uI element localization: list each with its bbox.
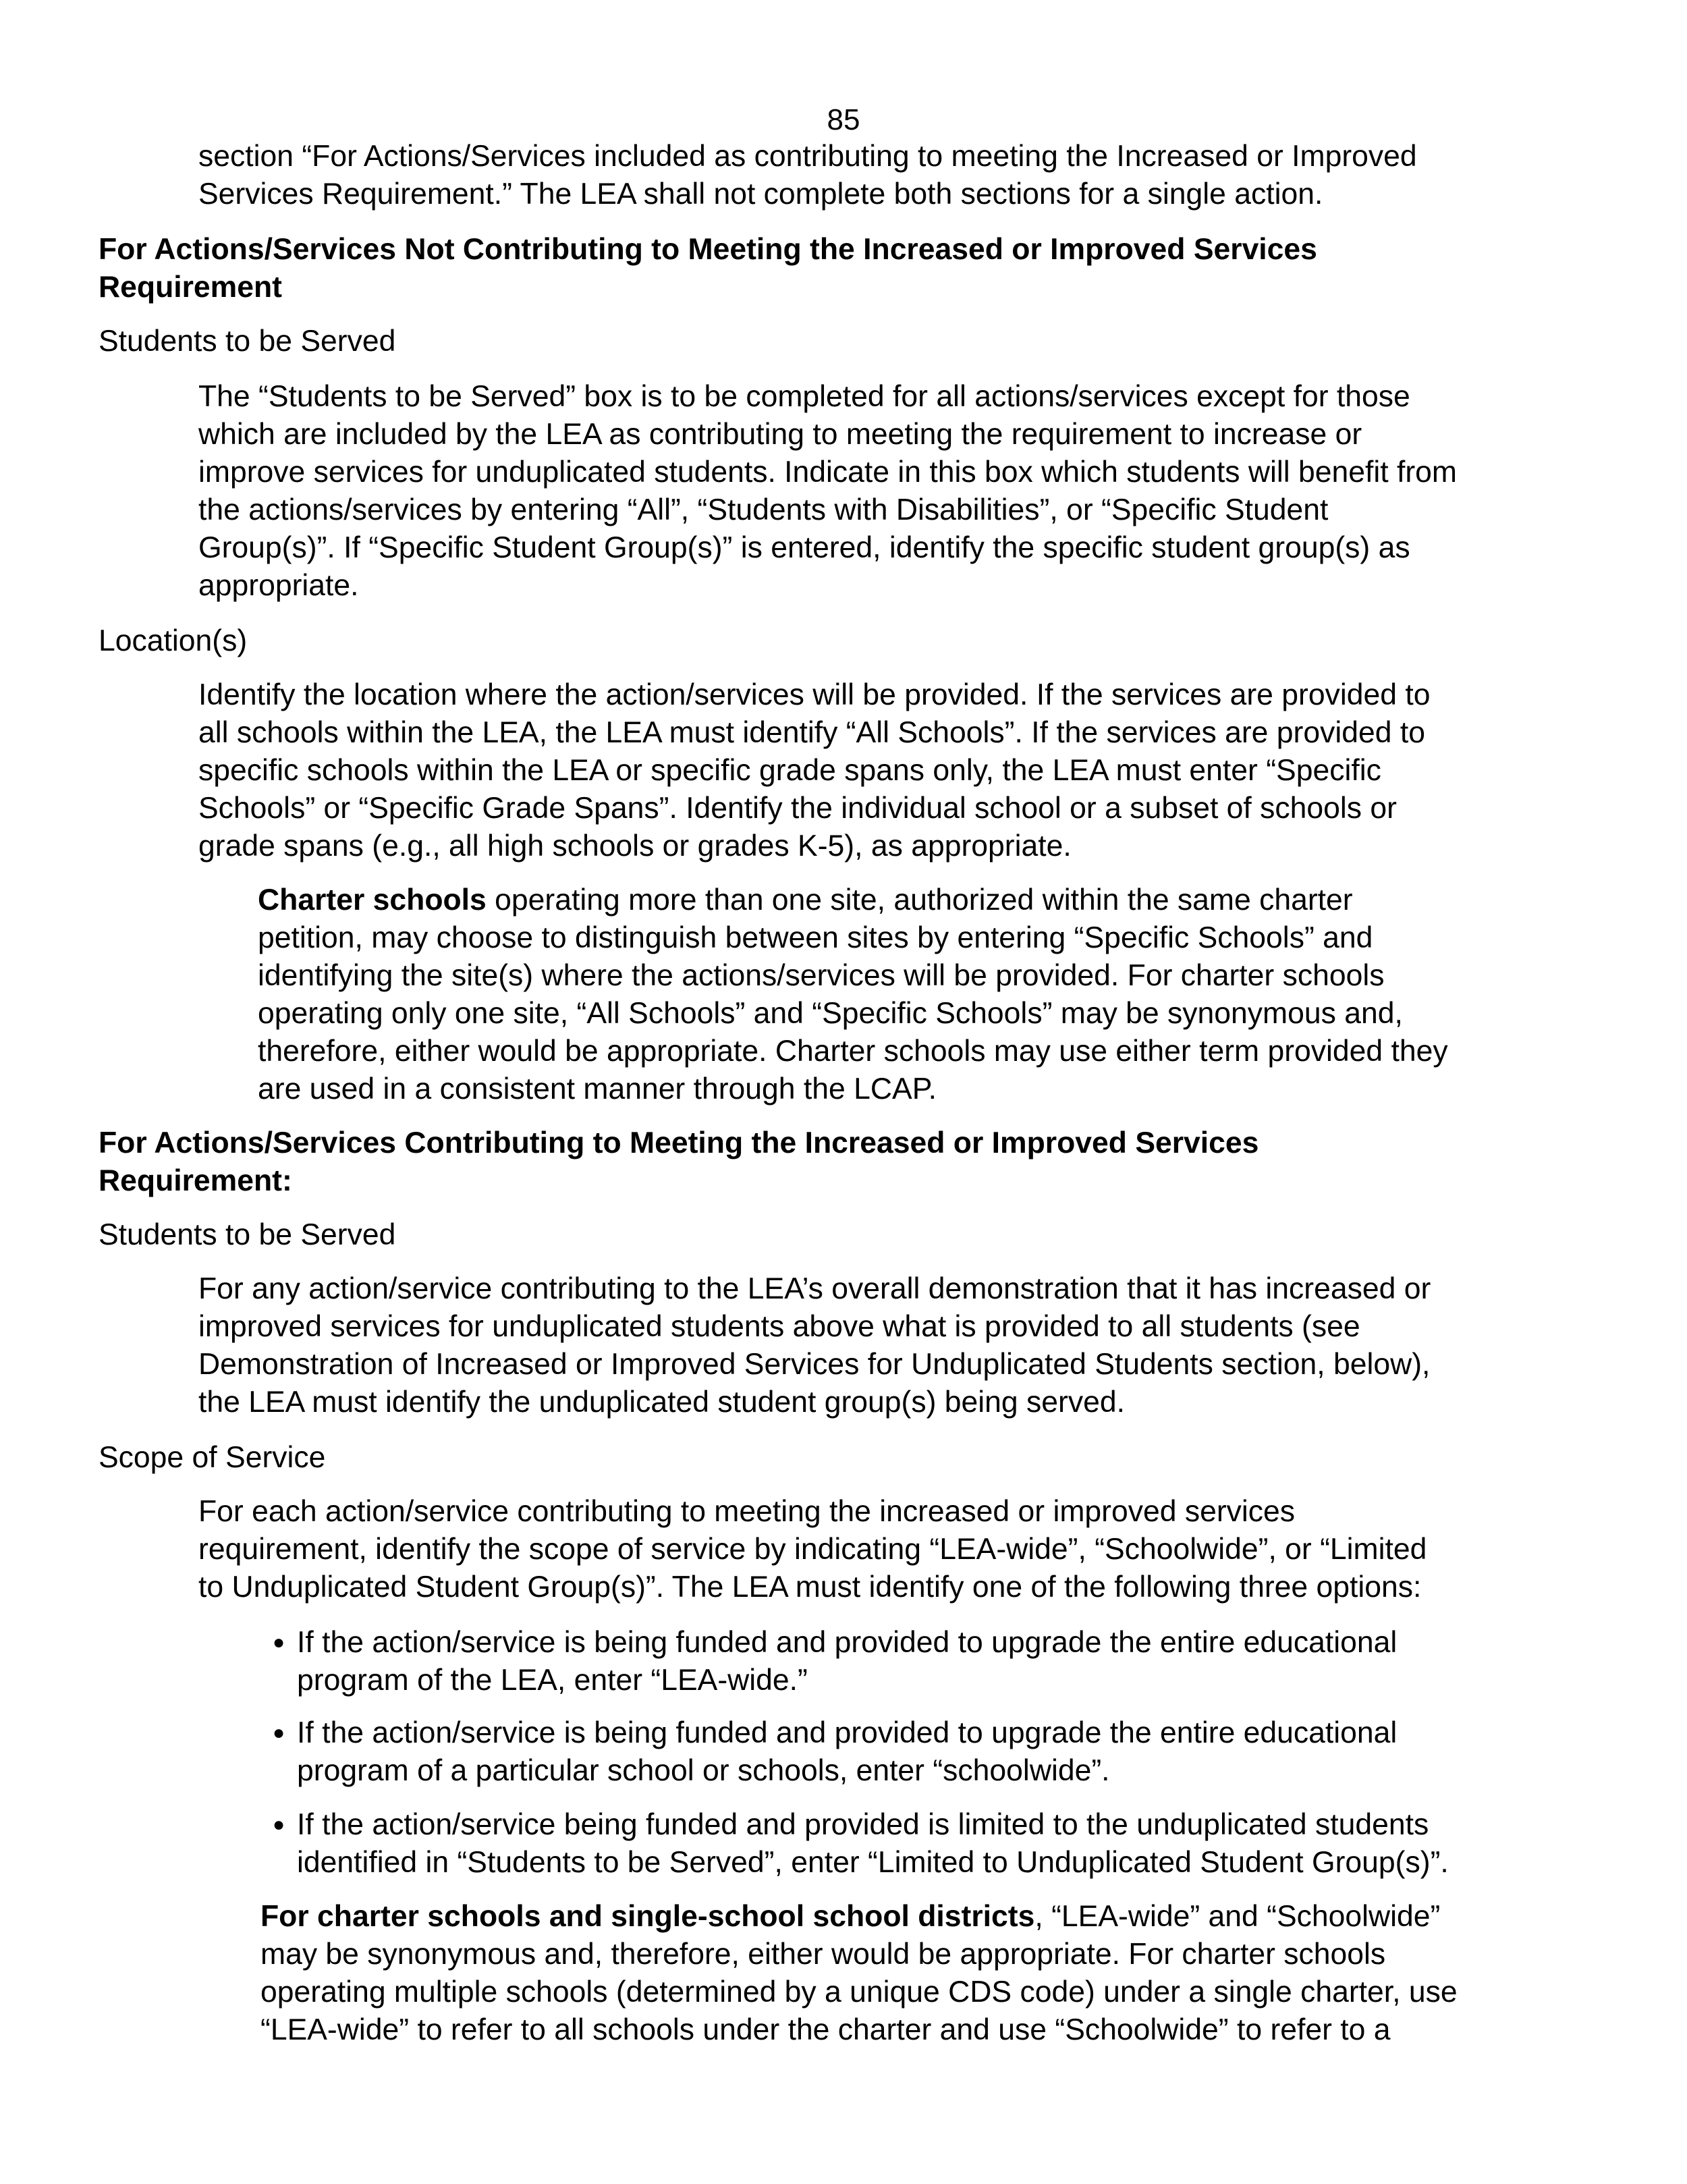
heading-line: Requirement [99, 271, 282, 304]
text-line: identifying the site(s) where the actions/services will be provided. For charter schools [258, 959, 1385, 992]
text-line: specific schools within the LEA or specific grade spans only, the LEA must enter “Specific [198, 754, 1381, 787]
text-line: section “For Actions/Services included as contributing to meeting the Increased or Improved [198, 140, 1417, 173]
text-line: For any action/service contributing to the LEA’s overall demonstration that it has increased or [198, 1272, 1431, 1305]
text-line: appropriate. [198, 569, 359, 602]
text-line: improved services for unduplicated students above what is provided to all students (see [198, 1310, 1360, 1343]
text-line: are used in a consistent manner through the LCAP. [258, 1072, 937, 1105]
subheading-locations: Location(s) [99, 624, 248, 657]
text-line: to Unduplicated Student Group(s)”. The LEA must identify one of the following three options: [198, 1571, 1422, 1604]
charter-schools-single-school-note [260, 1898, 1458, 2049]
list-item [297, 1714, 1397, 1790]
text-line [260, 1898, 1458, 1936]
text-line: which are included by the LEA as contributing to meeting the requirement to increase or [198, 418, 1362, 451]
bullet-icon: ● [273, 1813, 285, 1836]
section-heading-contributing [99, 1124, 1259, 1200]
text-line: If the action/service is being funded and provided to upgrade the entire educational [297, 1626, 1398, 1659]
text-run: operating more than one site, authorized within the same charter [486, 883, 1353, 917]
subheading-scope-of-service: Scope of Service [99, 1441, 326, 1474]
intro-paragraph [198, 138, 1417, 213]
text-line: operating only one site, “All Schools” and “Specific Schools” may be synonymous and, [258, 997, 1403, 1030]
text-line: program of the LEA, enter “LEA-wide.” [297, 1664, 808, 1697]
text-line: If the action/service being funded and provided is limited to the unduplicated students [297, 1808, 1429, 1841]
text-line: identified in “Students to be Served”, enter “Limited to Unduplicated Student Group(s)”. [297, 1846, 1449, 1879]
text-line: improve services for unduplicated students. Indicate in this box which students will benefit from [198, 456, 1457, 489]
list-item [297, 1624, 1397, 1699]
text-line: the actions/services by entering “All”, “Students with Disabilities”, or “Specific Student [198, 493, 1329, 526]
section-heading-not-contributing [99, 231, 1317, 306]
text-line: Identify the location where the action/services will be provided. If the services are provided to [198, 678, 1431, 711]
text-line: Schools” or “Specific Grade Spans”. Identify the individual school or a subset of schools or [198, 792, 1397, 825]
text-line: The “Students to be Served” box is to be completed for all actions/services except for those [198, 380, 1410, 413]
text-line: may be synonymous and, therefore, either would be appropriate. For charter schools [260, 1938, 1386, 1971]
text-line: requirement, identify the scope of service by indicating “LEA-wide”, “Schoolwide”, or “Limited [198, 1533, 1427, 1566]
bold-lead: Charter schools [258, 883, 487, 917]
bullet-icon: ● [273, 1631, 285, 1654]
page-number: 85 [827, 103, 860, 136]
text-line: therefore, either would be appropriate. Charter schools may use either term provided they [258, 1035, 1448, 1068]
students-paragraph [198, 378, 1457, 605]
subheading-students-to-be-served: Students to be Served [99, 325, 396, 358]
bold-lead: For charter schools and single-school school districts [260, 1900, 1035, 1933]
charter-schools-note [258, 881, 1448, 1108]
text-line: Demonstration of Increased or Improved Services for Unduplicated Students section, below), [198, 1348, 1431, 1381]
text-line: program of a particular school or schools, enter “schoolwide”. [297, 1754, 1110, 1787]
list-item [297, 1806, 1449, 1882]
heading-line: For Actions/Services Not Contributing to Meeting the Increased or Improved Services [99, 233, 1317, 266]
text-line: “LEA-wide” to refer to all schools under the charter and use “Schoolwide” to refer to a [260, 2013, 1391, 2046]
location-paragraph [198, 676, 1430, 865]
heading-line: Requirement: [99, 1164, 292, 1197]
text-run: , “LEA-wide” and “Schoolwide” [1034, 1900, 1441, 1933]
bullet-icon: ● [273, 1722, 285, 1744]
text-line: Services Requirement.” The LEA shall not complete both sections for a single action. [198, 178, 1323, 211]
text-line: If the action/service is being funded and provided to upgrade the entire educational [297, 1716, 1398, 1749]
heading-line: For Actions/Services Contributing to Meeting the Increased or Improved Services [99, 1126, 1259, 1159]
text-line: petition, may choose to distinguish between sites by entering “Specific Schools” and [258, 921, 1373, 954]
text-line: For each action/service contributing to meeting the increased or improved services [198, 1495, 1296, 1528]
scope-paragraph [198, 1493, 1427, 1606]
text-line: the LEA must identify the unduplicated student group(s) being served. [198, 1386, 1125, 1419]
subheading-students-to-be-served: Students to be Served [99, 1218, 396, 1251]
text-line: all schools within the LEA, the LEA must identify “All Schools”. If the services are provided to [198, 716, 1425, 749]
contributing-students-paragraph [198, 1270, 1431, 1421]
text-line: Group(s)”. If “Specific Student Group(s)” is entered, identify the specific student group(s) as [198, 531, 1410, 564]
text-line: operating multiple schools (determined by a unique CDS code) under a single charter, use [260, 1975, 1458, 2009]
text-line: grade spans (e.g., all high schools or grades K-5), as appropriate. [198, 829, 1072, 863]
text-line [258, 881, 1448, 919]
